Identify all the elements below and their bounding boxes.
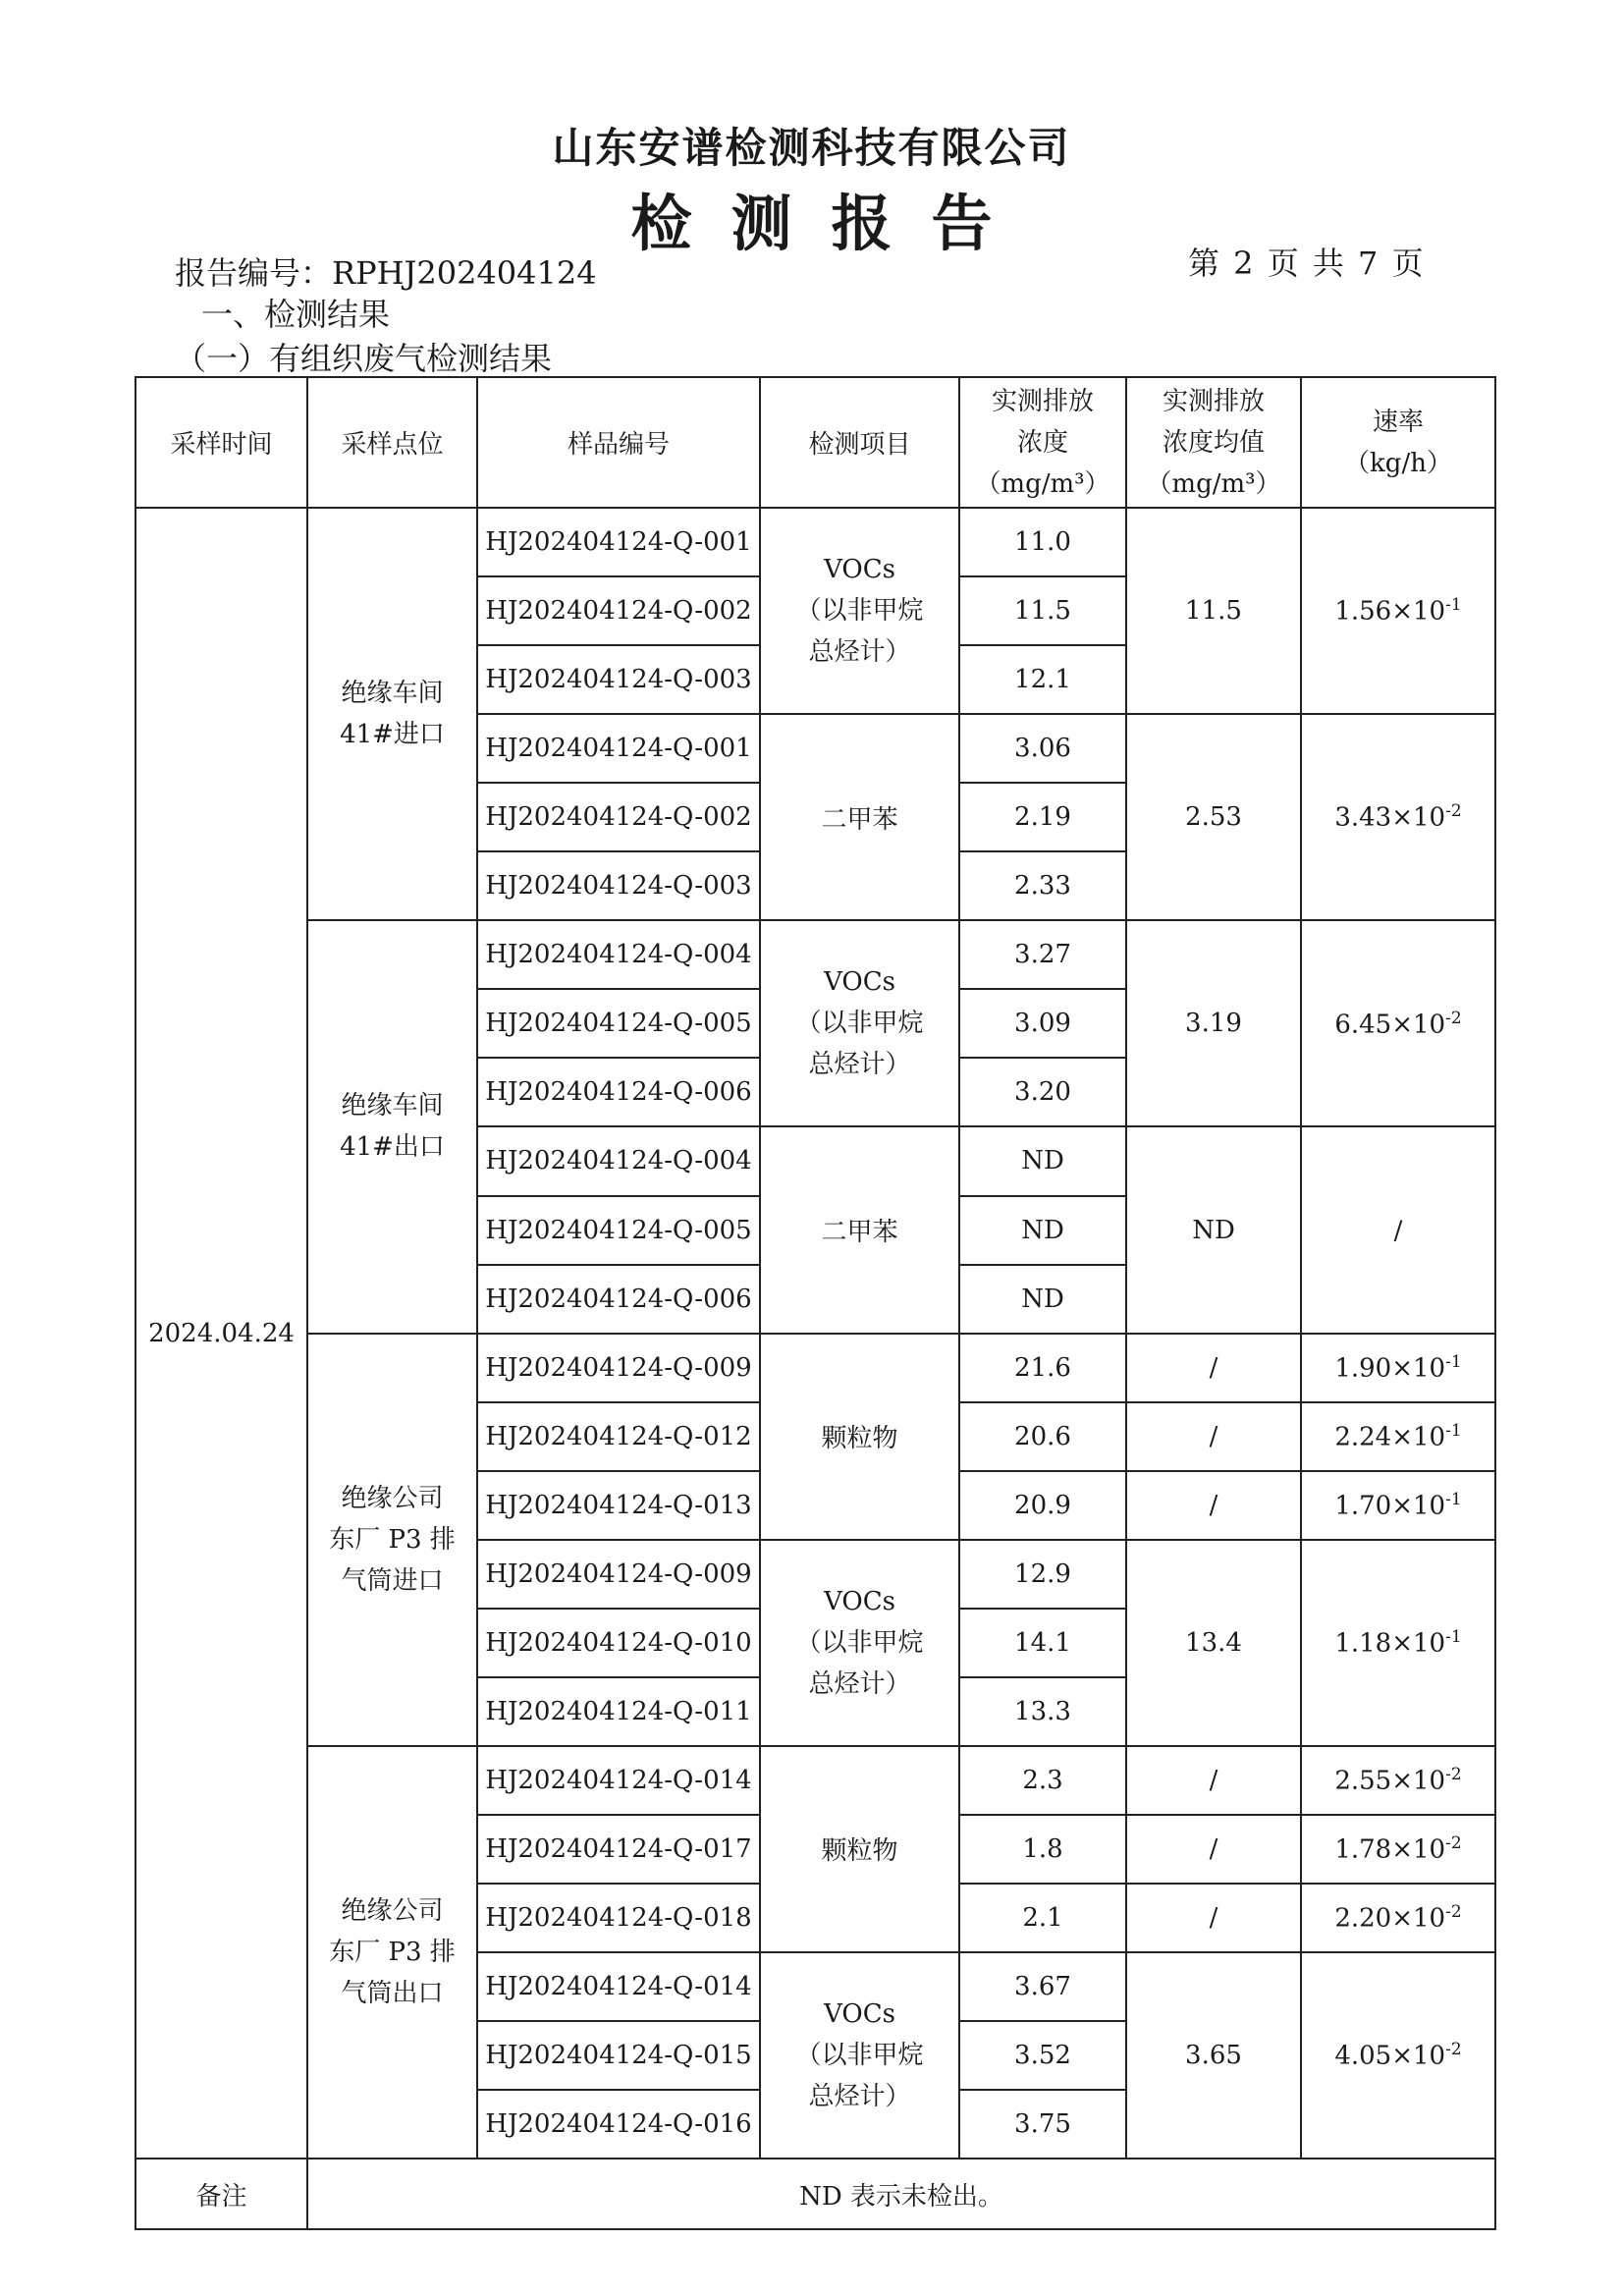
note-row <box>135 2159 1495 2229</box>
rate-exponent: -2 <box>1445 1008 1462 1028</box>
sampling-location <box>307 1746 477 2159</box>
sample-number: HJ202404124-Q-011 <box>477 1677 760 1746</box>
measured-concentration: 2.1 <box>959 1884 1126 1952</box>
header-sampling-time: 采样时间 <box>135 377 307 508</box>
measured-concentration: 3.67 <box>959 1952 1126 2021</box>
emission-rate <box>1301 508 1495 714</box>
measured-concentration: 11.5 <box>959 576 1126 645</box>
test-item-line: 总烃计） <box>808 1668 911 1699</box>
measured-concentration: 3.52 <box>959 2021 1126 2090</box>
table-row <box>135 1746 1495 1815</box>
header-average <box>1126 377 1301 508</box>
sample-number: HJ202404124-Q-005 <box>477 989 760 1058</box>
sample-number: HJ202404124-Q-010 <box>477 1609 760 1677</box>
document-title: 检测报告 <box>630 188 1032 259</box>
test-item-line: （以非甲烷 <box>795 596 924 627</box>
location-line: 气筒进口 <box>341 1565 444 1596</box>
average-concentration: / <box>1126 1402 1301 1471</box>
emission-rate <box>1301 1126 1495 1333</box>
measured-concentration: 2.3 <box>959 1746 1126 1815</box>
sampling-location <box>307 1334 477 1746</box>
sample-number: HJ202404124-Q-017 <box>477 1815 760 1884</box>
rate-base: / <box>1393 1216 1403 1246</box>
measured-concentration: 2.33 <box>959 851 1126 920</box>
rate-base: 2.55×10 <box>1334 1766 1446 1796</box>
location-line: 绝缘公司 <box>341 1483 444 1513</box>
measured-concentration: 20.9 <box>959 1471 1126 1540</box>
measured-concentration: 14.1 <box>959 1609 1126 1677</box>
test-item: 二甲苯 <box>760 1126 959 1333</box>
emission-rate <box>1301 1540 1495 1746</box>
header-concentration-line: 浓度 <box>1016 427 1068 458</box>
test-item: 颗粒物 <box>760 1334 959 1540</box>
subsection-heading: （一）有组织废气检测结果 <box>175 340 553 377</box>
test-item-line: 总烃计） <box>808 637 911 668</box>
table-row <box>135 508 1495 576</box>
test-item-line: （以非甲烷 <box>795 1009 924 1039</box>
emission-rate <box>1301 1402 1495 1471</box>
measured-concentration: 13.3 <box>959 1677 1126 1746</box>
measured-concentration: 2.19 <box>959 783 1126 851</box>
rate-exponent: -1 <box>1445 1626 1462 1647</box>
test-item-line: VOCs <box>824 1999 895 2030</box>
header-sampling-location: 采样点位 <box>307 377 477 508</box>
rate-exponent: -2 <box>1445 1765 1462 1785</box>
rate-base: 4.05×10 <box>1334 2041 1446 2071</box>
sample-number: HJ202404124-Q-006 <box>477 1265 760 1334</box>
table-row <box>135 1334 1495 1402</box>
rate-base: 3.43×10 <box>1334 803 1446 834</box>
emission-rate <box>1301 1334 1495 1402</box>
header-average-line: （mg/m³） <box>1146 468 1281 499</box>
page-number: 第 2 页 共 7 页 <box>1188 245 1426 282</box>
results-table <box>135 376 1496 2230</box>
emission-rate <box>1301 920 1495 1126</box>
sample-number: HJ202404124-Q-015 <box>477 2021 760 2090</box>
measured-concentration: 3.27 <box>959 920 1126 989</box>
header-concentration-line: （mg/m³） <box>975 468 1110 499</box>
sample-number: HJ202404124-Q-014 <box>477 1746 760 1815</box>
measured-concentration: 11.0 <box>959 508 1126 576</box>
header-test-item: 检测项目 <box>760 377 959 508</box>
test-item-line: （以非甲烷 <box>795 1627 924 1658</box>
rate-exponent: -1 <box>1445 1489 1462 1509</box>
section-heading: 一、检测结果 <box>201 296 391 333</box>
location-line: 41#出口 <box>340 1132 445 1163</box>
measured-concentration: ND <box>959 1265 1126 1334</box>
measured-concentration: 20.6 <box>959 1402 1126 1471</box>
location-line: 41#进口 <box>340 720 445 750</box>
sample-number: HJ202404124-Q-004 <box>477 1126 760 1195</box>
average-concentration: 3.65 <box>1126 1952 1301 2159</box>
sampling-location <box>307 508 477 920</box>
rate-base: 6.45×10 <box>1334 1010 1446 1040</box>
average-concentration: / <box>1126 1884 1301 1952</box>
rate-base: 1.78×10 <box>1334 1834 1446 1865</box>
average-concentration: 3.19 <box>1126 920 1301 1126</box>
average-concentration: 11.5 <box>1126 508 1301 714</box>
location-line: 气筒出口 <box>341 1979 444 2009</box>
average-concentration: / <box>1126 1746 1301 1815</box>
test-item <box>760 920 959 1126</box>
sample-number: HJ202404124-Q-001 <box>477 508 760 576</box>
header-average-line: 浓度均值 <box>1162 427 1265 458</box>
sample-number: HJ202404124-Q-013 <box>477 1471 760 1540</box>
sample-number: HJ202404124-Q-012 <box>477 1402 760 1471</box>
rate-exponent: -1 <box>1445 1420 1462 1441</box>
location-line: 绝缘车间 <box>341 1091 444 1121</box>
rate-base: 2.24×10 <box>1334 1422 1446 1452</box>
sample-number: HJ202404124-Q-005 <box>477 1196 760 1265</box>
table-row <box>135 920 1495 989</box>
emission-rate <box>1301 714 1495 920</box>
measured-concentration: 3.20 <box>959 1058 1126 1126</box>
report-number: 报告编号：RPHJ202404124 <box>175 254 597 292</box>
sample-number: HJ202404124-Q-009 <box>477 1540 760 1609</box>
rate-exponent: -1 <box>1445 1351 1462 1372</box>
test-item-line: VOCs <box>824 555 895 585</box>
results-table-body <box>135 377 1495 2229</box>
company-name: 山东安谱检测科技有限公司 <box>552 124 1071 172</box>
measured-concentration: 1.8 <box>959 1815 1126 1884</box>
location-line: 东厂 P3 排 <box>329 1938 456 1968</box>
average-concentration: 2.53 <box>1126 714 1301 920</box>
sample-number: HJ202404124-Q-009 <box>477 1334 760 1402</box>
header-average-line: 实测排放 <box>1162 386 1265 416</box>
sample-number: HJ202404124-Q-016 <box>477 2090 760 2159</box>
sample-number: HJ202404124-Q-004 <box>477 920 760 989</box>
table-header-row <box>135 377 1495 508</box>
average-concentration: / <box>1126 1334 1301 1402</box>
test-item-line: VOCs <box>824 1586 895 1616</box>
rate-base: 1.70×10 <box>1334 1491 1446 1521</box>
test-item: 二甲苯 <box>760 714 959 920</box>
measured-concentration: 3.09 <box>959 989 1126 1058</box>
test-item-line: 总烃计） <box>808 1050 911 1080</box>
rate-base: 1.56×10 <box>1334 596 1446 627</box>
test-item-line: 总烃计） <box>808 2082 911 2112</box>
header-rate <box>1301 377 1495 508</box>
sample-number: HJ202404124-Q-003 <box>477 645 760 714</box>
average-concentration: ND <box>1126 1126 1301 1333</box>
location-line: 东厂 P3 排 <box>329 1524 456 1555</box>
rate-exponent: -2 <box>1445 801 1462 822</box>
measured-concentration: 3.75 <box>959 2090 1126 2159</box>
emission-rate <box>1301 1746 1495 1815</box>
test-item <box>760 508 959 714</box>
header-sample-number: 样品编号 <box>477 377 760 508</box>
rate-base: 2.20×10 <box>1334 1903 1446 1934</box>
measured-concentration: 12.1 <box>959 645 1126 714</box>
sample-number: HJ202404124-Q-001 <box>477 714 760 783</box>
emission-rate <box>1301 1952 1495 2159</box>
test-item <box>760 1540 959 1746</box>
average-concentration: / <box>1126 1471 1301 1540</box>
rate-base: 1.18×10 <box>1334 1628 1446 1659</box>
location-line: 绝缘公司 <box>341 1896 444 1927</box>
sample-number: HJ202404124-Q-002 <box>477 783 760 851</box>
measured-concentration: ND <box>959 1196 1126 1265</box>
test-item: 颗粒物 <box>760 1746 959 1952</box>
emission-rate <box>1301 1884 1495 1952</box>
rate-exponent: -2 <box>1445 1902 1462 1923</box>
sample-number: HJ202404124-Q-006 <box>477 1058 760 1126</box>
rate-exponent: -1 <box>1445 595 1462 616</box>
emission-rate <box>1301 1471 1495 1540</box>
test-item <box>760 1952 959 2159</box>
emission-rate <box>1301 1815 1495 1884</box>
note-text: ND 表示未检出。 <box>307 2159 1495 2229</box>
sample-number: HJ202404124-Q-014 <box>477 1952 760 2021</box>
average-concentration: 13.4 <box>1126 1540 1301 1746</box>
sample-number: HJ202404124-Q-018 <box>477 1884 760 1952</box>
measured-concentration: 12.9 <box>959 1540 1126 1609</box>
measured-concentration: ND <box>959 1126 1126 1195</box>
header-concentration <box>959 377 1126 508</box>
note-label: 备注 <box>135 2159 307 2229</box>
rate-exponent: -2 <box>1445 1833 1462 1854</box>
rate-base: 1.90×10 <box>1334 1353 1446 1384</box>
sample-number: HJ202404124-Q-003 <box>477 851 760 920</box>
test-item-line: VOCs <box>824 967 895 998</box>
rate-exponent: -2 <box>1445 2040 1462 2060</box>
location-line: 绝缘车间 <box>341 679 444 709</box>
sampling-location <box>307 920 477 1333</box>
header-rate-line: 速率 <box>1372 407 1424 437</box>
sampling-date: 2024.04.24 <box>135 508 307 2159</box>
header-rate-line: （kg/h） <box>1344 448 1452 478</box>
measured-concentration: 3.06 <box>959 714 1126 783</box>
sample-number: HJ202404124-Q-002 <box>477 576 760 645</box>
test-item-line: （以非甲烷 <box>795 2041 924 2071</box>
measured-concentration: 21.6 <box>959 1334 1126 1402</box>
average-concentration: / <box>1126 1815 1301 1884</box>
header-concentration-line: 实测排放 <box>991 386 1094 416</box>
